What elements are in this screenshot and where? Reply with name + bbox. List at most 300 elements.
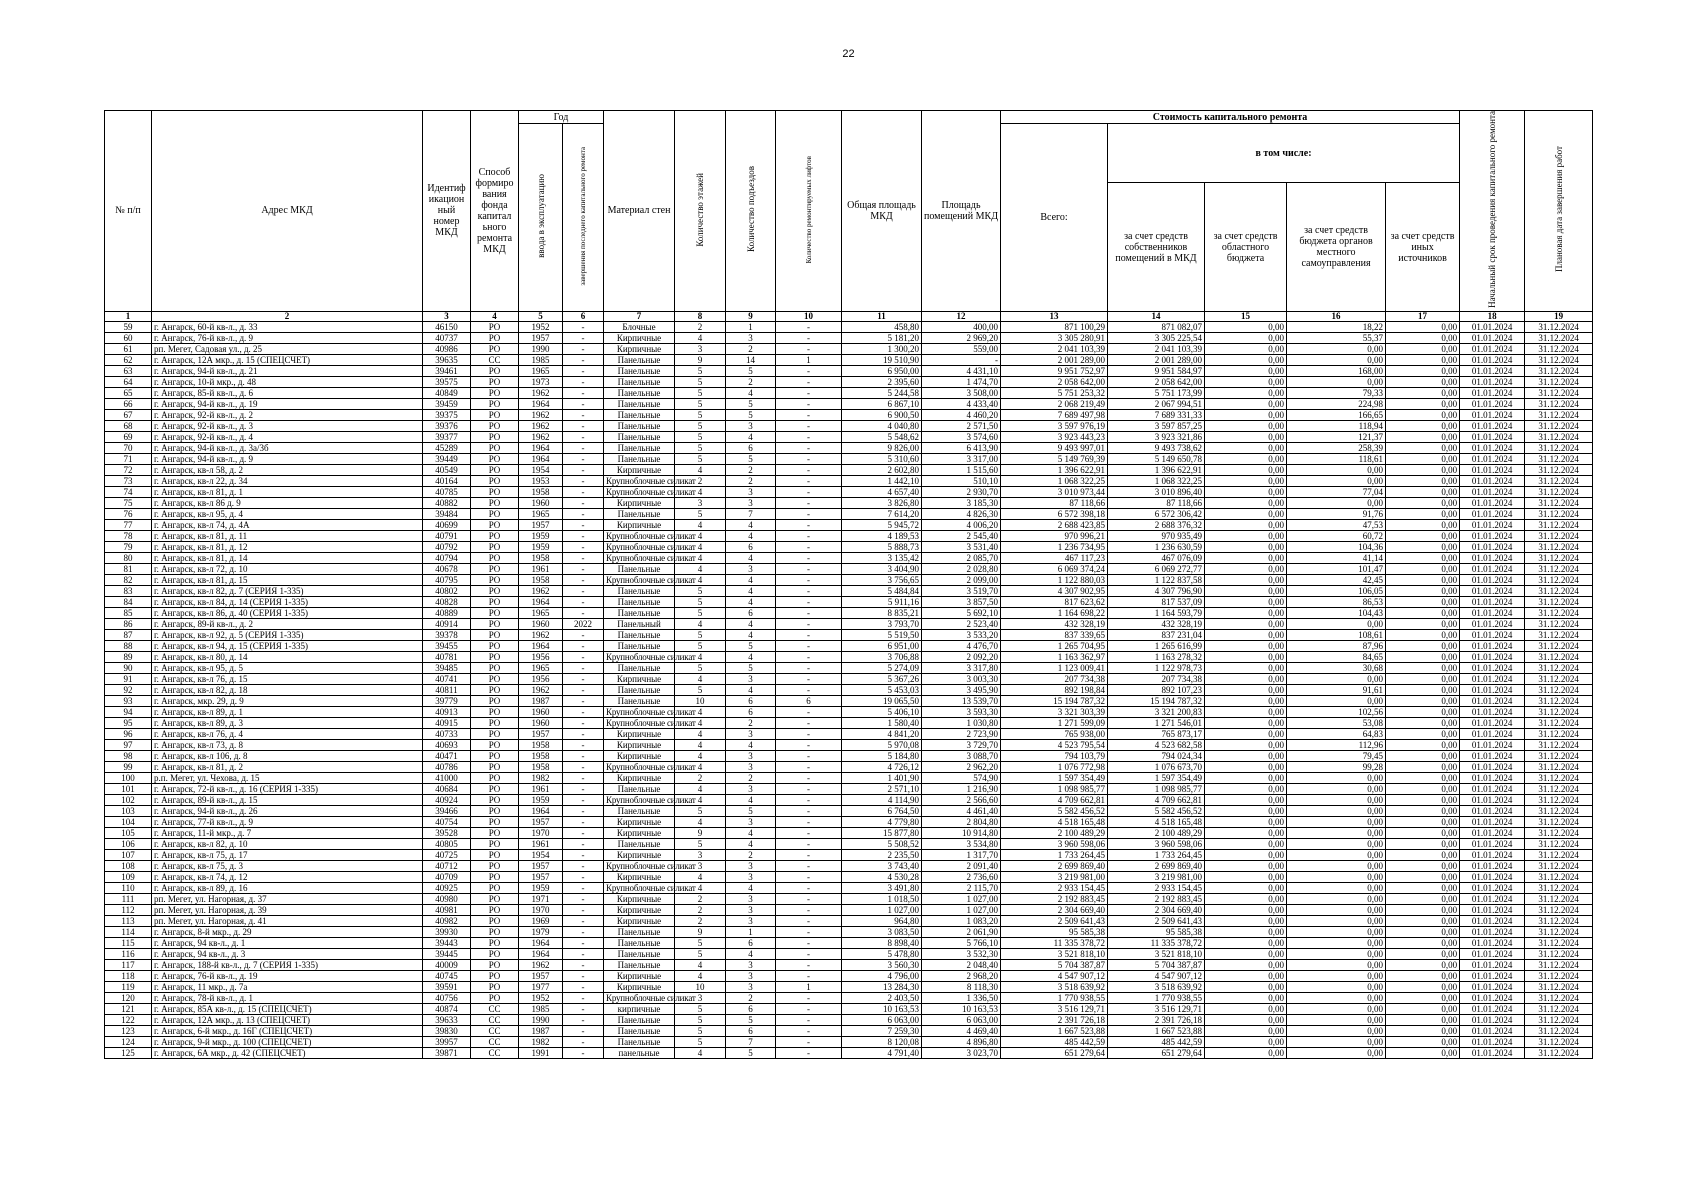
year-commission-cell: 1990: [519, 1014, 563, 1025]
row-number-cell: 86: [105, 618, 152, 629]
regional-funds-cell: 0,00: [1205, 596, 1287, 607]
other-funds-cell: 0,00: [1386, 816, 1460, 827]
year-commission-cell: 1991: [519, 1047, 563, 1058]
other-funds-cell: 0,00: [1386, 849, 1460, 860]
fund-method-cell: РО: [471, 970, 519, 981]
building-id-cell: 39779: [423, 695, 471, 706]
elevators-cell: -: [776, 772, 842, 783]
wall-material-cell: Панельные: [604, 596, 675, 607]
year-commission-cell: 1957: [519, 860, 563, 871]
address-cell: г. Ангарск, 94-й кв-л., д. 19: [152, 398, 423, 409]
table-row: [105, 849, 1593, 860]
other-funds-cell: 0,00: [1386, 541, 1460, 552]
local-funds-cell: 64,83: [1287, 728, 1386, 739]
elevators-cell: -: [776, 959, 842, 970]
year-commission-cell: 1957: [519, 871, 563, 882]
local-funds-cell: 121,37: [1287, 431, 1386, 442]
start-date-cell: 01.01.2024: [1460, 706, 1525, 717]
floors-cell: 4: [675, 706, 726, 717]
total-area-cell: 6 900,50: [842, 409, 922, 420]
start-date-cell: 01.01.2024: [1460, 453, 1525, 464]
premises-area-cell: 2 968,20: [922, 970, 1001, 981]
wall-material-cell: Крупноблочные силикат: [604, 706, 675, 717]
local-funds-cell: 0,00: [1287, 1003, 1386, 1014]
owners-funds-cell: 5 582 456,52: [1108, 805, 1205, 816]
fund-method-cell: РО: [471, 717, 519, 728]
floors-cell: 5: [675, 376, 726, 387]
year-last-repair-cell: -: [563, 981, 604, 992]
total-area-cell: 19 510,90: [842, 354, 922, 365]
regional-funds-cell: 0,00: [1205, 629, 1287, 640]
table-row: [105, 915, 1593, 926]
total-area-cell: 4 114,90: [842, 794, 922, 805]
floors-cell: 4: [675, 728, 726, 739]
wall-material-cell: Крупноблочные силикат: [604, 794, 675, 805]
other-funds-cell: 0,00: [1386, 332, 1460, 343]
regional-funds-cell: 0,00: [1205, 717, 1287, 728]
entrances-cell: 3: [726, 486, 776, 497]
building-id-cell: 40791: [423, 530, 471, 541]
fund-method-cell: РО: [471, 519, 519, 530]
year-last-repair-cell: -: [563, 915, 604, 926]
regional-funds-cell: 0,00: [1205, 893, 1287, 904]
owners-funds-cell: 2 933 154,45: [1108, 882, 1205, 893]
total-area-cell: 1 300,20: [842, 343, 922, 354]
regional-funds-cell: 0,00: [1205, 838, 1287, 849]
owners-funds-cell: 3 597 857,25: [1108, 420, 1205, 431]
elevators-cell: -: [776, 871, 842, 882]
regional-funds-cell: 0,00: [1205, 398, 1287, 409]
fund-method-cell: РО: [471, 783, 519, 794]
total-area-cell: 13 284,30: [842, 981, 922, 992]
total-area-cell: 15 877,80: [842, 827, 922, 838]
wall-material-cell: Крупноблочные силикат: [604, 860, 675, 871]
owners-funds-cell: 2 391 726,18: [1108, 1014, 1205, 1025]
end-date-cell: 31.12.2024: [1525, 871, 1593, 882]
table-row: [105, 321, 1593, 332]
year-commission-cell: 1969: [519, 915, 563, 926]
building-id-cell: 40471: [423, 750, 471, 761]
header-address: Адрес МКД: [152, 111, 423, 312]
year-commission-cell: 1964: [519, 442, 563, 453]
total-area-cell: 4 530,28: [842, 871, 922, 882]
other-funds-cell: 0,00: [1386, 838, 1460, 849]
other-funds-cell: 0,00: [1386, 684, 1460, 695]
total-area-cell: 5 274,09: [842, 662, 922, 673]
premises-area-cell: 2 571,50: [922, 420, 1001, 431]
other-funds-cell: 0,00: [1386, 398, 1460, 409]
other-funds-cell: 0,00: [1386, 486, 1460, 497]
start-date-cell: 01.01.2024: [1460, 1025, 1525, 1036]
end-date-cell: 31.12.2024: [1525, 1014, 1593, 1025]
regional-funds-cell: 0,00: [1205, 1025, 1287, 1036]
local-funds-cell: 224,98: [1287, 398, 1386, 409]
end-date-cell: 31.12.2024: [1525, 464, 1593, 475]
wall-material-cell: Крупноблочные силикат: [604, 552, 675, 563]
table-row: [105, 904, 1593, 915]
fund-method-cell: РО: [471, 684, 519, 695]
local-funds-cell: 0,00: [1287, 915, 1386, 926]
elevators-cell: -: [776, 926, 842, 937]
elevators-cell: -: [776, 662, 842, 673]
owners-funds-cell: 3 923 321,86: [1108, 431, 1205, 442]
table-row: [105, 1003, 1593, 1014]
owners-funds-cell: 1 271 546,01: [1108, 717, 1205, 728]
address-cell: г. Ангарск, 89-й кв-л., д. 15: [152, 794, 423, 805]
elevators-cell: -: [776, 849, 842, 860]
fund-method-cell: РО: [471, 486, 519, 497]
fund-method-cell: РО: [471, 805, 519, 816]
other-funds-cell: 0,00: [1386, 497, 1460, 508]
end-date-cell: 31.12.2024: [1525, 563, 1593, 574]
floors-cell: 5: [675, 937, 726, 948]
building-id-cell: 39466: [423, 805, 471, 816]
regional-funds-cell: 0,00: [1205, 1003, 1287, 1014]
entrances-cell: 3: [726, 761, 776, 772]
row-number-cell: 84: [105, 596, 152, 607]
entrances-cell: 6: [726, 937, 776, 948]
table-row: [105, 607, 1593, 618]
header-cost-group: Стоимость капитального ремонта: [1001, 111, 1460, 124]
other-funds-cell: 0,00: [1386, 596, 1460, 607]
local-funds-cell: 258,39: [1287, 442, 1386, 453]
premises-area-cell: 13 539,70: [922, 695, 1001, 706]
owners-funds-cell: 2 001 289,00: [1108, 354, 1205, 365]
start-date-cell: 01.01.2024: [1460, 926, 1525, 937]
total-area-cell: 964,80: [842, 915, 922, 926]
end-date-cell: 31.12.2024: [1525, 816, 1593, 827]
regional-funds-cell: 0,00: [1205, 365, 1287, 376]
regional-funds-cell: 0,00: [1205, 948, 1287, 959]
local-funds-cell: 104,36: [1287, 541, 1386, 552]
year-last-repair-cell: -: [563, 607, 604, 618]
local-funds-cell: 18,22: [1287, 321, 1386, 332]
building-id-cell: 39830: [423, 1025, 471, 1036]
end-date-cell: 31.12.2024: [1525, 981, 1593, 992]
premises-area-cell: 3 185,30: [922, 497, 1001, 508]
end-date-cell: 31.12.2024: [1525, 453, 1593, 464]
other-funds-cell: 0,00: [1386, 530, 1460, 541]
year-commission-cell: 1958: [519, 739, 563, 750]
year-last-repair-cell: -: [563, 365, 604, 376]
fund-method-cell: РО: [471, 453, 519, 464]
year-commission-cell: 1957: [519, 332, 563, 343]
end-date-cell: 31.12.2024: [1525, 618, 1593, 629]
fund-method-cell: РО: [471, 541, 519, 552]
table-row: [105, 618, 1593, 629]
floors-cell: 5: [675, 640, 726, 651]
wall-material-cell: Панельные: [604, 640, 675, 651]
regional-funds-cell: 0,00: [1205, 915, 1287, 926]
row-number-cell: 89: [105, 651, 152, 662]
building-id-cell: 40684: [423, 783, 471, 794]
floors-cell: 3: [675, 860, 726, 871]
owners-funds-cell: 1 265 616,99: [1108, 640, 1205, 651]
elevators-cell: -: [776, 1003, 842, 1014]
regional-funds-cell: 0,00: [1205, 541, 1287, 552]
wall-material-cell: Панельные: [604, 398, 675, 409]
floors-cell: 4: [675, 673, 726, 684]
year-commission-cell: 1957: [519, 728, 563, 739]
entrances-cell: 5: [726, 365, 776, 376]
local-funds-cell: 0,00: [1287, 1014, 1386, 1025]
premises-area-cell: 2 804,80: [922, 816, 1001, 827]
regional-funds-cell: 0,00: [1205, 959, 1287, 970]
start-date-cell: 01.01.2024: [1460, 321, 1525, 332]
row-number-cell: 123: [105, 1025, 152, 1036]
total-cost-cell: 3 516 129,71: [1001, 1003, 1108, 1014]
premises-area-cell: 2 723,90: [922, 728, 1001, 739]
fund-method-cell: РО: [471, 882, 519, 893]
start-date-cell: 01.01.2024: [1460, 585, 1525, 596]
regional-funds-cell: 0,00: [1205, 662, 1287, 673]
elevators-cell: -: [776, 420, 842, 431]
elevators-cell: -: [776, 706, 842, 717]
floors-cell: 4: [675, 464, 726, 475]
total-area-cell: 9 826,00: [842, 442, 922, 453]
floors-cell: 5: [675, 398, 726, 409]
year-commission-cell: 1956: [519, 673, 563, 684]
fund-method-cell: РО: [471, 442, 519, 453]
other-funds-cell: 0,00: [1386, 1036, 1460, 1047]
start-date-cell: 01.01.2024: [1460, 442, 1525, 453]
table-row: [105, 981, 1593, 992]
column-number: 10: [776, 311, 842, 321]
owners-funds-cell: 87 118,66: [1108, 497, 1205, 508]
total-cost-cell: 1 733 264,45: [1001, 849, 1108, 860]
row-number-cell: 59: [105, 321, 152, 332]
local-funds-cell: 0,00: [1287, 673, 1386, 684]
owners-funds-cell: 837 231,04: [1108, 629, 1205, 640]
owners-funds-cell: 1 236 630,59: [1108, 541, 1205, 552]
other-funds-cell: 0,00: [1386, 926, 1460, 937]
owners-funds-cell: 1 164 593,79: [1108, 607, 1205, 618]
premises-area-cell: 3 729,70: [922, 739, 1001, 750]
address-cell: рп. Мегет, ул. Нагорная, д. 39: [152, 904, 423, 915]
floors-cell: 5: [675, 585, 726, 596]
building-id-cell: 39575: [423, 376, 471, 387]
address-cell: г. Ангарск, 92-й кв-л., д. 2: [152, 409, 423, 420]
year-commission-cell: 1965: [519, 607, 563, 618]
table-row: [105, 805, 1593, 816]
fund-method-cell: РО: [471, 332, 519, 343]
fund-method-cell: РО: [471, 948, 519, 959]
wall-material-cell: Кирпичные: [604, 871, 675, 882]
total-area-cell: 5 310,60: [842, 453, 922, 464]
end-date-cell: 31.12.2024: [1525, 706, 1593, 717]
other-funds-cell: 0,00: [1386, 563, 1460, 574]
row-number-cell: 124: [105, 1036, 152, 1047]
fund-method-cell: РО: [471, 508, 519, 519]
entrances-cell: 3: [726, 904, 776, 915]
regional-funds-cell: 0,00: [1205, 761, 1287, 772]
wall-material-cell: Панельные: [604, 387, 675, 398]
owners-funds-cell: 11 335 378,72: [1108, 937, 1205, 948]
year-last-repair-cell: -: [563, 530, 604, 541]
fund-method-cell: РО: [471, 673, 519, 684]
address-cell: г. Ангарск, 188-й кв-л., д. 7 (СЕРИЯ 1-335): [152, 959, 423, 970]
owners-funds-cell: 2 100 489,29: [1108, 827, 1205, 838]
building-id-cell: 40982: [423, 915, 471, 926]
year-last-repair-cell: -: [563, 497, 604, 508]
local-funds-cell: 41,14: [1287, 552, 1386, 563]
total-cost-cell: 3 010 973,44: [1001, 486, 1108, 497]
address-cell: г. Ангарск, мкр. 29, д. 9: [152, 695, 423, 706]
floors-cell: 4: [675, 552, 726, 563]
regional-funds-cell: 0,00: [1205, 695, 1287, 706]
entrances-cell: 3: [726, 816, 776, 827]
floors-cell: 9: [675, 926, 726, 937]
year-last-repair-cell: -: [563, 519, 604, 530]
local-funds-cell: 0,00: [1287, 475, 1386, 486]
floors-cell: 2: [675, 321, 726, 332]
total-cost-cell: 3 597 976,19: [1001, 420, 1108, 431]
address-cell: г. Ангарск, 9-й мкр., д. 100 (СПЕЦСЧЕТ): [152, 1036, 423, 1047]
row-number-cell: 120: [105, 992, 152, 1003]
premises-area-cell: 6 413,90: [922, 442, 1001, 453]
header-year-group: Год: [519, 111, 604, 124]
fund-method-cell: РО: [471, 937, 519, 948]
total-area-cell: 4 796,00: [842, 970, 922, 981]
table-row: [105, 519, 1593, 530]
year-commission-cell: 1985: [519, 1003, 563, 1014]
row-number-cell: 99: [105, 761, 152, 772]
table-row: [105, 783, 1593, 794]
regional-funds-cell: 0,00: [1205, 332, 1287, 343]
table-row: [105, 431, 1593, 442]
table-row: [105, 508, 1593, 519]
premises-area-cell: 2 566,60: [922, 794, 1001, 805]
fund-method-cell: РО: [471, 860, 519, 871]
local-funds-cell: 30,68: [1287, 662, 1386, 673]
column-number: 7: [604, 311, 675, 321]
year-last-repair-cell: -: [563, 893, 604, 904]
wall-material-cell: Панельные: [604, 585, 675, 596]
premises-area-cell: 1 515,60: [922, 464, 1001, 475]
year-last-repair-cell: -: [563, 508, 604, 519]
local-funds-cell: 0,00: [1287, 871, 1386, 882]
building-id-cell: 40009: [423, 959, 471, 970]
end-date-cell: 31.12.2024: [1525, 475, 1593, 486]
premises-area-cell: 4 006,20: [922, 519, 1001, 530]
total-cost-cell: 6 069 374,24: [1001, 563, 1108, 574]
address-cell: г. Ангарск, кв-л 92, д. 5 (СЕРИЯ 1-335): [152, 629, 423, 640]
total-area-cell: 2 403,50: [842, 992, 922, 1003]
total-area-cell: 3 491,80: [842, 882, 922, 893]
premises-area-cell: 510,10: [922, 475, 1001, 486]
owners-funds-cell: 970 935,49: [1108, 530, 1205, 541]
regional-funds-cell: 0,00: [1205, 508, 1287, 519]
local-funds-cell: 0,00: [1287, 354, 1386, 365]
row-number-cell: 95: [105, 717, 152, 728]
building-id-cell: 39445: [423, 948, 471, 959]
table-row: [105, 937, 1593, 948]
entrances-cell: 4: [726, 739, 776, 750]
year-commission-cell: 1954: [519, 849, 563, 860]
regional-funds-cell: 0,00: [1205, 519, 1287, 530]
year-commission-cell: 1964: [519, 398, 563, 409]
row-number-cell: 122: [105, 1014, 152, 1025]
building-id-cell: 40737: [423, 332, 471, 343]
end-date-cell: 31.12.2024: [1525, 585, 1593, 596]
row-number-cell: 78: [105, 530, 152, 541]
total-cost-cell: 3 518 639,92: [1001, 981, 1108, 992]
total-area-cell: 458,80: [842, 321, 922, 332]
owners-funds-cell: 207 734,38: [1108, 673, 1205, 684]
premises-area-cell: 3 003,30: [922, 673, 1001, 684]
end-date-cell: 31.12.2024: [1525, 695, 1593, 706]
elevators-cell: -: [776, 948, 842, 959]
entrances-cell: 1: [726, 321, 776, 332]
year-commission-cell: 1979: [519, 926, 563, 937]
table-row: [105, 486, 1593, 497]
premises-area-cell: 2 085,70: [922, 552, 1001, 563]
end-date-cell: 31.12.2024: [1525, 915, 1593, 926]
local-funds-cell: 77,04: [1287, 486, 1386, 497]
row-number-cell: 83: [105, 585, 152, 596]
end-date-cell: 31.12.2024: [1525, 1003, 1593, 1014]
end-date-cell: 31.12.2024: [1525, 761, 1593, 772]
entrances-cell: 4: [726, 948, 776, 959]
row-number-cell: 90: [105, 662, 152, 673]
total-cost-cell: 2 509 641,43: [1001, 915, 1108, 926]
entrances-cell: 3: [726, 420, 776, 431]
elevators-cell: -: [776, 684, 842, 695]
building-id-cell: 40925: [423, 882, 471, 893]
owners-funds-cell: 1 122 978,73: [1108, 662, 1205, 673]
entrances-cell: 5: [726, 662, 776, 673]
end-date-cell: 31.12.2024: [1525, 321, 1593, 332]
capital-repair-table: [104, 110, 1593, 1059]
total-area-cell: 3 404,90: [842, 563, 922, 574]
total-area-cell: 3 756,65: [842, 574, 922, 585]
end-date-cell: 31.12.2024: [1525, 904, 1593, 915]
total-cost-cell: 95 585,38: [1001, 926, 1108, 937]
address-cell: г. Ангарск, кв-л 82, д. 7 (СЕРИЯ 1-335): [152, 585, 423, 596]
regional-funds-cell: 0,00: [1205, 783, 1287, 794]
floors-cell: 5: [675, 948, 726, 959]
year-commission-cell: 1957: [519, 519, 563, 530]
year-commission-cell: 1953: [519, 475, 563, 486]
entrances-cell: 4: [726, 596, 776, 607]
row-number-cell: 61: [105, 343, 152, 354]
total-area-cell: 1 442,10: [842, 475, 922, 486]
end-date-cell: 31.12.2024: [1525, 838, 1593, 849]
column-number: 15: [1205, 311, 1287, 321]
table-row: [105, 354, 1593, 365]
total-area-cell: 1 018,50: [842, 893, 922, 904]
year-last-repair-cell: -: [563, 321, 604, 332]
building-id-cell: 39635: [423, 354, 471, 365]
year-commission-cell: 1982: [519, 772, 563, 783]
year-last-repair-cell: -: [563, 750, 604, 761]
total-area-cell: 3 083,50: [842, 926, 922, 937]
year-last-repair-cell: -: [563, 728, 604, 739]
other-funds-cell: 0,00: [1386, 387, 1460, 398]
start-date-cell: 01.01.2024: [1460, 728, 1525, 739]
local-funds-cell: 0,00: [1287, 1047, 1386, 1058]
floors-cell: 4: [675, 563, 726, 574]
premises-area-cell: 4 460,20: [922, 409, 1001, 420]
wall-material-cell: Кирпичные: [604, 827, 675, 838]
entrances-cell: 4: [726, 387, 776, 398]
building-id-cell: 40986: [423, 343, 471, 354]
column-number: 1: [105, 311, 152, 321]
local-funds-cell: 86,53: [1287, 596, 1386, 607]
fund-method-cell: РО: [471, 871, 519, 882]
wall-material-cell: Панельные: [604, 453, 675, 464]
year-commission-cell: 1959: [519, 541, 563, 552]
